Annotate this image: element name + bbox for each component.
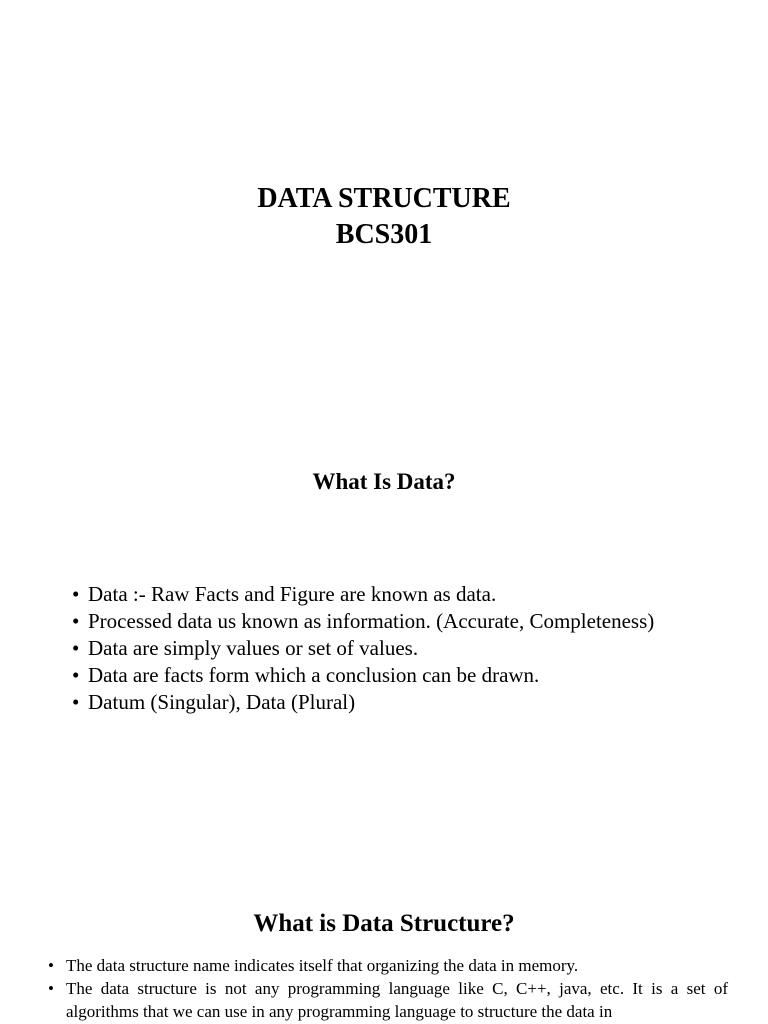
what-is-data-structure-slide: [0, 860, 768, 1024]
bullet-icon: •: [72, 690, 80, 714]
course-code: BCS301: [335, 219, 433, 250]
list-item-text: The data structure is not any programming language like C, C++, java, etc. It is a set of algorithms that we can use in any programming language to structure the data in: [66, 979, 728, 1021]
bullet-icon: •: [48, 956, 54, 975]
list-item: [72, 662, 654, 689]
bullet-icon: •: [72, 636, 80, 660]
bullet-icon: •: [48, 979, 54, 998]
bullet-icon: •: [72, 582, 80, 606]
list-item: [72, 689, 654, 716]
list-item: [48, 954, 728, 977]
what-is-data-slide: [0, 430, 768, 860]
what-is-data-heading: What Is Data?: [312, 469, 456, 494]
bullet-icon: •: [72, 663, 80, 687]
data-definition-list: [72, 581, 654, 716]
list-item: [72, 608, 654, 635]
list-item-text: Data are facts form which a conclusion can be drawn.: [88, 663, 540, 687]
list-item: [72, 581, 654, 608]
bullet-icon: •: [72, 609, 80, 633]
title-slide: [0, 0, 768, 430]
list-item-text: Datum (Singular), Data (Plural): [88, 690, 356, 714]
what-is-data-structure-heading: What is Data Structure?: [253, 910, 515, 937]
list-item-text: Data are simply values or set of values.: [88, 636, 419, 660]
document-title: DATA STRUCTURE: [257, 183, 511, 214]
list-item: [72, 635, 654, 662]
list-item-text: The data structure name indicates itself that organizing the data in memory.: [66, 956, 579, 975]
list-item-text: Data :- Raw Facts and Figure are known as data.: [88, 582, 497, 606]
list-item: [48, 977, 728, 1023]
data-structure-definition-list: [48, 954, 728, 1023]
list-item-text: Processed data us known as information. (Accurate, Completeness): [88, 609, 655, 633]
